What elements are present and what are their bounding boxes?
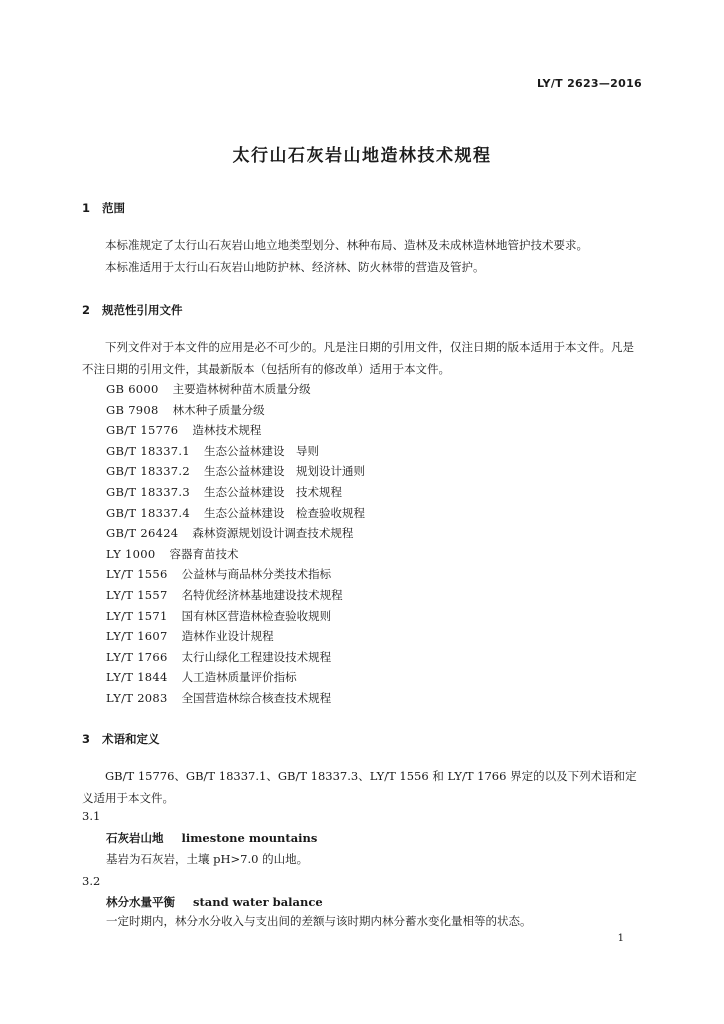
reference-name: 林木种子质量分级 xyxy=(172,402,265,417)
term-name-cn: 林分水量平衡 xyxy=(106,895,175,909)
reference-code: LY/T 2083 xyxy=(106,690,168,705)
reference-code: GB/T 18337.1 xyxy=(106,443,190,458)
section-title: 规范性引用文件 xyxy=(102,303,183,317)
term-name-cn: 石灰岩山地 xyxy=(106,831,164,845)
reference-item xyxy=(106,400,365,421)
scope-paragraph-1 xyxy=(82,234,642,256)
reference-code: LY/T 1844 xyxy=(106,670,168,685)
reference-name: 容器育苗技术 xyxy=(169,546,239,561)
reference-item xyxy=(106,606,365,627)
section-title: 范围 xyxy=(102,201,125,215)
reference-name: 人工造林质量评价指标 xyxy=(181,670,297,685)
reference-code: LY/T 1607 xyxy=(106,629,168,644)
section-number: 2 xyxy=(82,303,91,317)
reference-code: LY/T 1766 xyxy=(106,649,168,664)
section-number: 1 xyxy=(82,201,91,215)
reference-name: 生态公益林建设 导则 xyxy=(204,443,319,458)
section-title: 术语和定义 xyxy=(102,732,160,746)
reference-name: 森林资源规划设计调查技术规程 xyxy=(192,526,354,541)
paragraph-text: 下列文件对于本文件的应用是必不可少的。凡是注日期的引用文件，仅注日期的版本适用于本文件。凡是不注日期的引用文件，其最新版本（包括所有的修改单）适用于本文件。 xyxy=(82,340,634,376)
reference-item xyxy=(106,482,365,503)
reference-name: 国有林区营造林检查验收规则 xyxy=(181,608,332,623)
term-name xyxy=(106,894,323,910)
reference-code: LY 1000 xyxy=(106,546,156,561)
reference-item xyxy=(106,688,365,709)
paragraph-text: 本标准适用于太行山石灰岩山地防护林、经济林、防火林带的营造及管护。 xyxy=(105,260,485,274)
reference-item xyxy=(106,379,365,400)
reference-item xyxy=(106,564,365,585)
reference-item xyxy=(106,667,365,688)
reference-code: GB/T 18337.2 xyxy=(106,464,190,479)
scope-paragraph-2 xyxy=(82,256,642,278)
reference-code: GB 6000 xyxy=(106,382,159,396)
terms-intro xyxy=(82,765,642,809)
reference-code: GB/T 26424 xyxy=(106,526,179,541)
term-definition: 基岩为石灰岩，土壤 pH>7.0 的山地。 xyxy=(106,852,309,866)
reference-name: 造林作业设计规程 xyxy=(181,629,274,644)
references-intro xyxy=(82,336,642,380)
reference-code: LY/T 1556 xyxy=(106,567,168,582)
reference-item xyxy=(106,503,365,524)
standard-number: LY/T 2623—2016 xyxy=(536,77,642,90)
reference-item xyxy=(106,585,365,606)
reference-item xyxy=(106,626,365,647)
reference-name: 主要造林树种苗木质量分级 xyxy=(172,382,311,396)
reference-code: GB/T 18337.4 xyxy=(106,505,190,520)
term-name-en: limestone mountains xyxy=(181,831,318,845)
term-number: 3.2 xyxy=(82,874,101,888)
paragraph-text: GB/T 15776、GB/T 18337.1、GB/T 18337.3、LY/T 1556 和 LY/T 1766 界定的以及下列术语和定义适用于本文件。 xyxy=(82,769,637,805)
term-name-en: stand water balance xyxy=(193,895,323,909)
reference-item xyxy=(106,544,365,565)
reference-name: 生态公益林建设 规划设计通则 xyxy=(204,464,365,479)
reference-item xyxy=(106,647,365,668)
reference-code: GB 7908 xyxy=(106,402,159,417)
reference-list xyxy=(106,379,365,709)
reference-item xyxy=(106,461,365,482)
term-number: 3.1 xyxy=(82,809,101,823)
reference-name: 名特优经济林基地建设技术规程 xyxy=(181,587,343,602)
reference-code: GB/T 18337.3 xyxy=(106,484,190,499)
term-name xyxy=(106,830,317,846)
reference-item xyxy=(106,441,365,462)
paragraph-text: 本标准规定了太行山石灰岩山地立地类型划分、林种布局、造林及未成林造林地管护技术要求。 xyxy=(105,238,588,252)
reference-name: 生态公益林建设 检查验收规程 xyxy=(204,505,365,520)
page-number: 1 xyxy=(617,933,624,944)
section-number: 3 xyxy=(82,732,91,746)
reference-code: LY/T 1571 xyxy=(106,608,168,623)
reference-name: 太行山绿化工程建设技术规程 xyxy=(181,649,332,664)
reference-name: 公益林与商品林分类技术指标 xyxy=(181,567,332,582)
reference-item xyxy=(106,523,365,544)
reference-name: 生态公益林建设 技术规程 xyxy=(204,484,342,499)
section-heading-scope xyxy=(82,200,125,216)
reference-name: 造林技术规程 xyxy=(192,423,262,438)
reference-code: GB/T 15776 xyxy=(106,423,179,438)
reference-item xyxy=(106,420,365,441)
reference-name: 全国营造林综合核查技术规程 xyxy=(181,690,332,705)
reference-code: LY/T 1557 xyxy=(106,587,168,602)
section-heading-terms xyxy=(82,731,160,747)
section-heading-normative-references xyxy=(82,302,183,318)
document-title: 太行山石灰岩山地造林技术规程 xyxy=(232,146,492,166)
term-definition: 一定时期内，林分水分收入与支出间的差额与该时期内林分蓄水变化量相等的状态。 xyxy=(106,914,532,928)
